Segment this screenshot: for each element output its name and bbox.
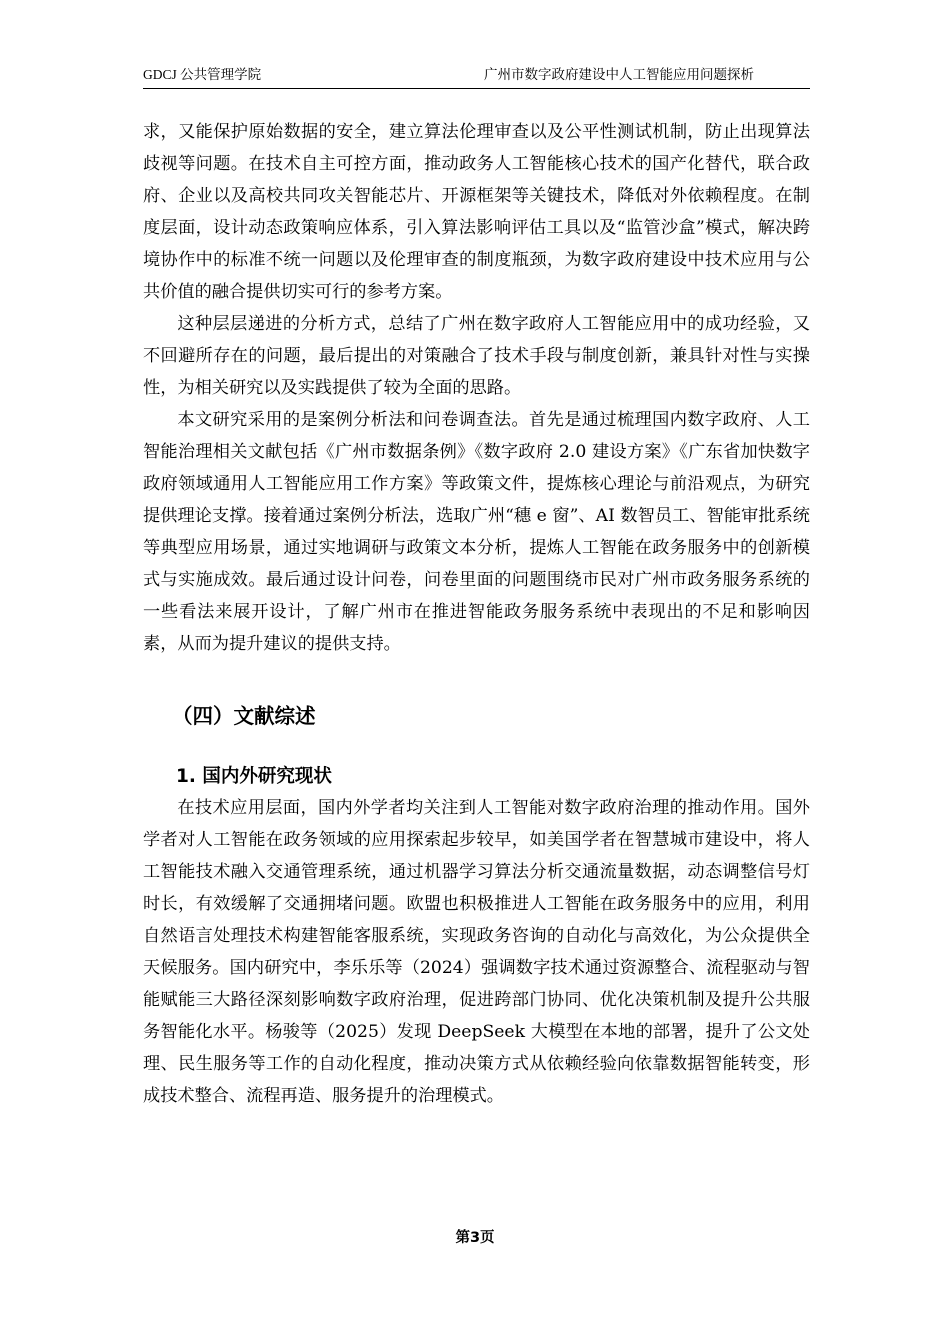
body-paragraph-1: 求，又能保护原始数据的安全，建立算法伦理审查以及公平性测试机制，防止出现算法歧视等问题。在技术自主可控方面，推动政务人工智能核心技术的国产化替代，联合政府、企业以及高校共同攻关智能芯片、开源框架等关键技术，降低对外依赖程度。在制度层面，设计动态政策响应体系，引入算法影响评估工具以及“监管沙盒”模式，解决跨境协作中的标准不统一问题以及伦理审查的制度瓶颈，为数字政府建设中技术应用与公共价值的融合提供切实可行的参考方案。 xyxy=(143,122,810,302)
page-number: 第3页 xyxy=(455,1230,495,1246)
body-paragraph-2: 这种层层递进的分析方式，总结了广州在数字政府人工智能应用中的成功经验，又不回避所存在的问题，最后提出的对策融合了技术手段与制度创新，兼具针对性与实操性，为相关研究以及实践提供了较为全面的思路。 xyxy=(143,314,810,398)
page-header xyxy=(143,66,810,89)
page-body xyxy=(143,116,810,1112)
header-paper-title: 广州市数字政府建设中人工智能应用问题探析 xyxy=(484,67,754,82)
body-paragraph-3: 本文研究采用的是案例分析法和问卷调查法。首先是通过梳理国内数字政府、人工智能治理相关文献包括《广州市数据条例》《数字政府 2.0 建设方案》《广东省加快数字政府领域通用人工智能应用工作方案》等政策文件，提炼核心理论与前沿观点，为研究提供理论支撑。接着通过案例分析法，选取广州“穗 e 窗”、AI 数智员工、智能审批系统等典型应用场景，通过实地调研与政策文本分析，提炼人工智能在政务服务中的创新模式与实施成效。最后通过设计问卷，问卷里面的问题围绕市民对广州市政务服务系统的一些看法来展开设计，了解广州市在推进智能政务服务系统中表现出的不足和影响因素，从而为提升建议的提供支持。 xyxy=(143,410,810,654)
section-heading-literature-review: （四）文献综述 xyxy=(172,704,316,728)
body-paragraph-4: 在技术应用层面，国内外学者均关注到人工智能对数字政府治理的推动作用。国外学者对人工智能在政务领域的应用探索起步较早，如美国学者在智慧城市建设中，将人工智能技术融入交通管理系统，通过机器学习算法分析交通流量数据，动态调整信号灯时长，有效缓解了交通拥堵问题。欧盟也积极推进人工智能在政务服务中的应用，利用自然语言处理技术构建智能客服系统，实现政务咨询的自动化与高效化，为公众提供全天候服务。国内研究中，李乐乐等（2024）强调数字技术通过资源整合、流程驱动与智能赋能三大路径深刻影响数字政府治理，促进跨部门协同、优化决策机制及提升公共服务智能化水平。杨骏等（2025）发现 DeepSeek 大模型在本地的部署，提升了公文处理、民生服务等工作的自动化程度，推动决策方式从依赖经验向依靠数据智能转变，形成技术整合、流程再造、服务提升的治理模式。 xyxy=(143,798,810,1106)
header-institution: GDCJ 公共管理学院 xyxy=(143,67,262,82)
subsection-heading-research-status: 1. 国内外研究现状 xyxy=(176,766,332,787)
